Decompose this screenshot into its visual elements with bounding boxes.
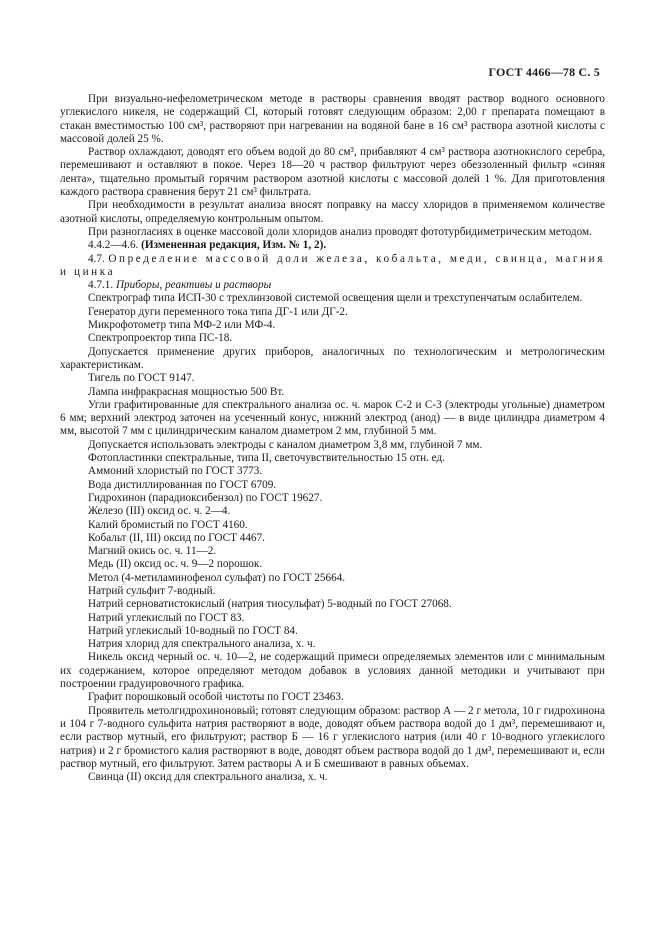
list-item: Железо (III) оксид ос. ч. 2—4. (88, 505, 231, 518)
list-item: Калий бромистый по ГОСТ 4160. (88, 518, 248, 531)
list-item: Проявитель метолгидрохиноновый; готовят следующим образом: раствор А — 2 г метола, 10 г гидрохинона и 104 г 7-водного сульфита натрия растворяют в воде, доводят объем раствора водой до 1 дм³, перемешивают и, если раствор мутный, его фильтруют; раствор Б — 16 г углекислого натрия (или 40 г 10-водного углекислого натрия) и 2 г бромистого калия растворяют в воде, доводят объем раствора водой до 1 дм³, перемешивают и, если раствор мутный, его фильтруют. Затем растворы А и Б смешивают в равных объемах. (60, 704, 605, 770)
list-item: Вода дистиллированная по ГОСТ 6709. (88, 478, 277, 491)
list-item: Натрий сульфит 7-водный. (88, 584, 216, 597)
list-item: Никель оксид черный ос. ч. 10—2, не содержащий примеси определяемых элементов или с минимальным их содержанием, которое определяют методом добавок в условиях данной методики и учитывают при построении градуировочного графика. (60, 651, 605, 691)
amendment-number: 4.4.2—4.6. (88, 239, 139, 252)
list-item: Гидрохинон (парадиоксибензол) по ГОСТ 19627. (88, 491, 323, 504)
subsection-title: Приборы, реактивы и растворы (115, 279, 272, 292)
list-item: Фотопластинки спектральные, типа II, светочувствительностью 15 отн. ед. (88, 452, 445, 465)
section-number: 4.7. (88, 252, 105, 265)
paragraph: Раствор охлаждают, доводят его объем водой до 80 см³, прибавляют 4 см³ раствора азотнокислого серебра, перемешивают и оставляют в покое. Через 18—20 ч раствор фильтруют через обеззоленный фильтр «синяя лента», тщательно промытый горячим раствором азотной кислоты с массовой долей 1 %. Для приготовления каждого раствора сравнения берут 21 см³ фильтрата. (60, 146, 605, 199)
list-item: Натрий углекислый 10-водный по ГОСТ 84. (88, 624, 298, 637)
list-item: Магний окись ос. ч. 11—2. (88, 545, 217, 558)
list-item: Допускается применение других приборов, аналогичных по технологическим и метрологическим характеристикам. (60, 345, 605, 371)
section-heading-4-7 (60, 253, 605, 280)
amendment-text: (Измененная редакция, Изм. № 1, 2). (141, 239, 327, 252)
list-item: Лампа инфракрасная мощностью 500 Вт. (88, 385, 285, 398)
subsection-number: 4.7.1. (88, 279, 114, 292)
list-item: Угли графитированные для спектрального анализа ос. ч. марок С-2 и С-3 (электроды угольные) диаметром 6 мм; верхний электрод заточен на усеченный конус, нижний электрод (анод) — в виде цилиндра диаметром 4 мм, высотой 7 мм с цилиндрическим каналом диаметром 2 мм, глубиной 5 мм. (60, 398, 605, 438)
section-title: Определение массовой доли железа, кобальта, меди, свинца, магния и цинка (60, 252, 605, 278)
page-header: ГОСТ 4466—78 С. 5 (488, 65, 600, 79)
list-item: Тигель по ГОСТ 9147. (88, 372, 195, 385)
list-item: Микрофотометр типа МФ-2 или МФ-4. (88, 319, 276, 332)
list-item: Графит порошковый особой чистоты по ГОСТ 23463. (88, 691, 344, 704)
list-item: Спектрограф типа ИСП-30 с трехлинзовой системой освещения щели и трехступенчатым ослабителем. (88, 292, 583, 305)
document-body (60, 93, 605, 784)
subsection-heading-4-7-1 (60, 279, 605, 292)
paragraph: При визуально-нефелометрическом методе в растворы сравнения вводят раствор водного основного углекислого никеля, не содержащий Cl, который готовят следующим образом: 2,00 г препарата помещают в стакан вместимостью 100 см³, растворяют при нагревании на водяной бане в 16 см³ раствора азотной кислоты с массовой долей 25 %. (60, 93, 605, 145)
list-item: Свинца (II) оксид для спектрального анализа, х. ч. (88, 771, 328, 784)
amendment-note (60, 239, 605, 252)
paragraph: При необходимости в результат анализа вносят поправку на массу хлоридов в применяемом количестве азотной кислоты, определяемую контрольным опытом. (60, 199, 605, 225)
paragraph: При разногласиях в оценке массовой доли хлоридов анализ проводят фототурбидиметрическим методом. (88, 225, 592, 238)
list-item: Аммоний хлористый по ГОСТ 3773. (88, 465, 263, 478)
list-item: Спектропроектор типа ПС-18. (88, 332, 233, 345)
list-item: Допускается использовать электроды с каналом диаметром 3,8 мм, глубиной 7 мм. (88, 438, 483, 451)
list-item: Натрий серноватистокислый (натрия тиосульфат) 5-водный по ГОСТ 27068. (88, 598, 452, 611)
list-item: Генератор дуги переменного тока типа ДГ-1 или ДГ-2. (88, 305, 348, 318)
list-item: Натрий углекислый по ГОСТ 83. (88, 611, 245, 624)
list-item: Натрия хлорид для спектрального анализа, х. ч. (88, 638, 316, 651)
list-item: Метол (4-метиламинофенол сульфат) по ГОСТ 25664. (88, 571, 346, 584)
list-item: Кобальт (II, III) оксид по ГОСТ 4467. (88, 531, 265, 544)
list-item: Медь (II) оксид ос. ч. 9—2 порошок. (88, 558, 263, 571)
